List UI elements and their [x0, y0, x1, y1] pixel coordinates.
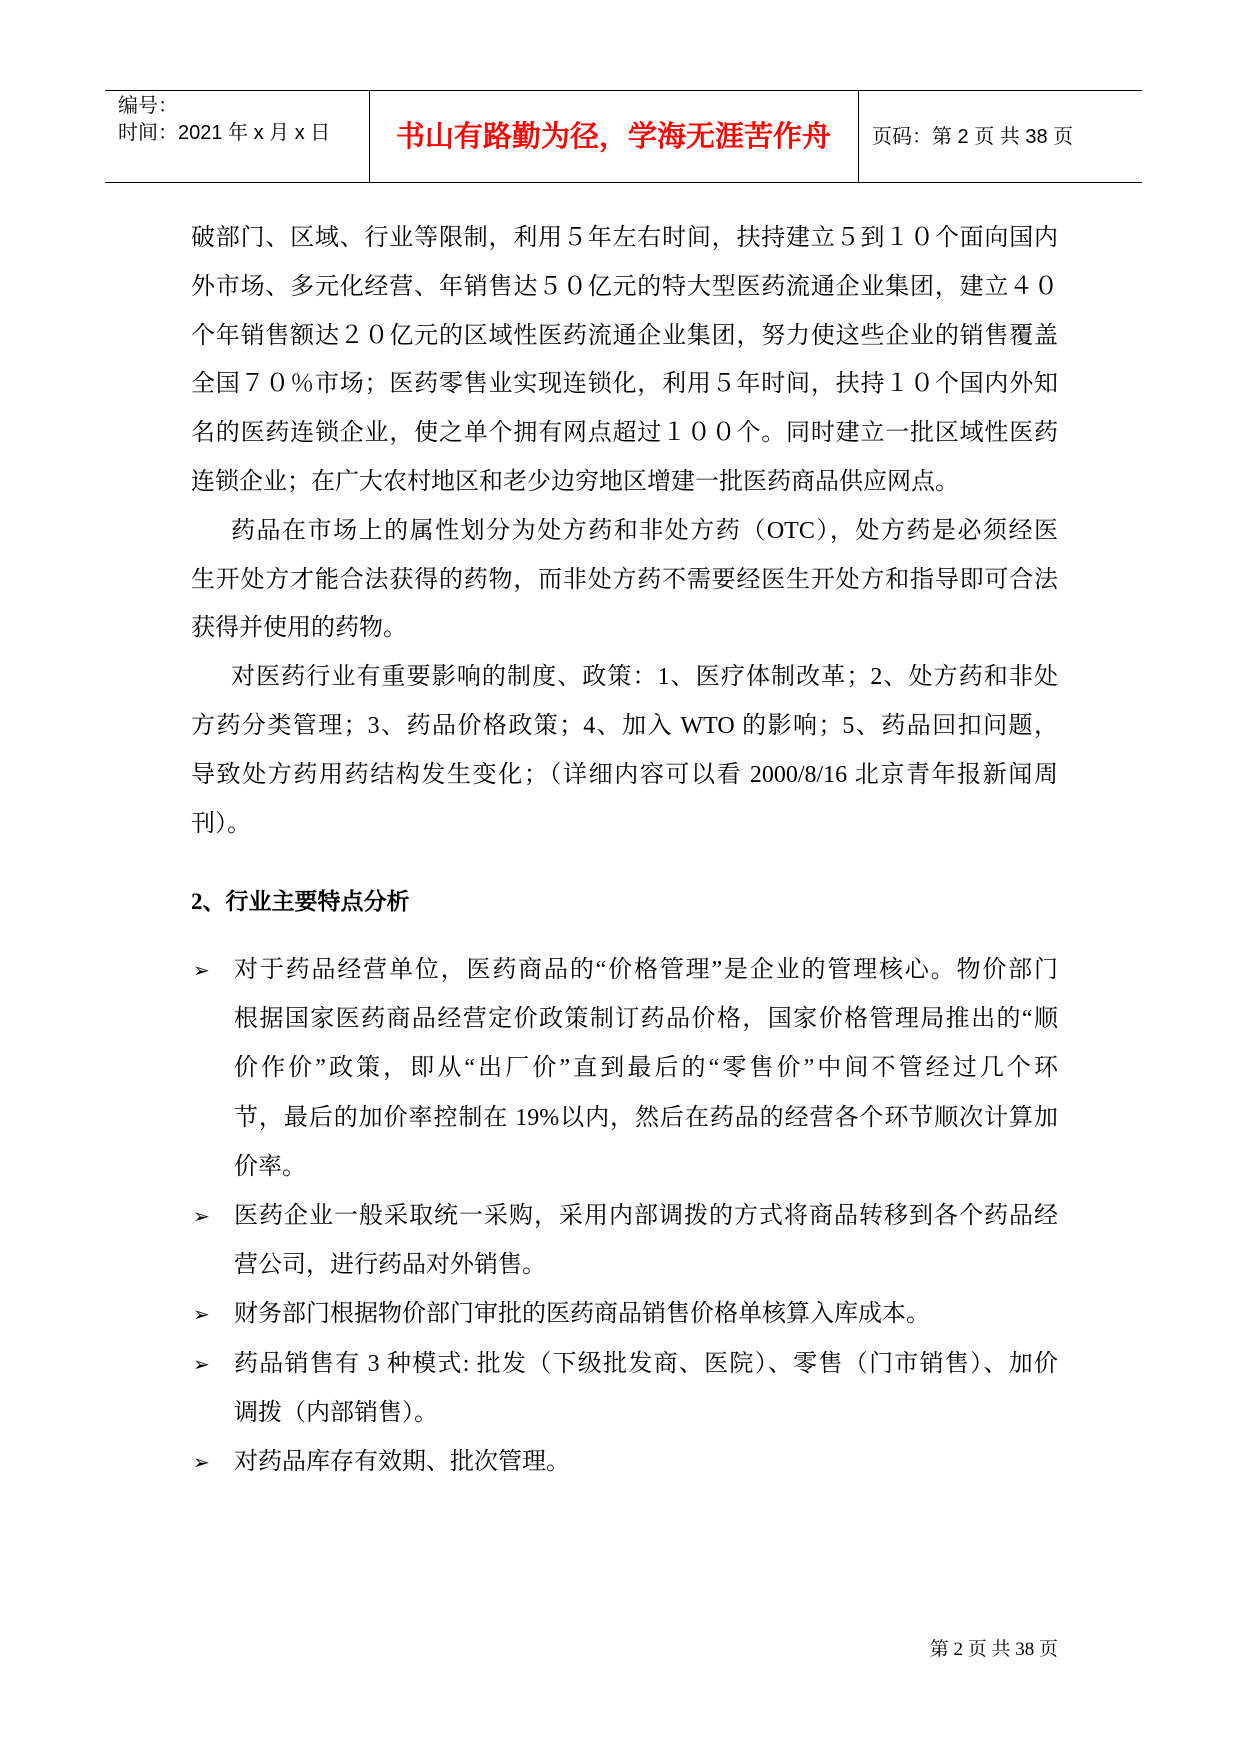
- arrow-bullet-icon: ➢: [193, 1203, 210, 1228]
- arrow-bullet-icon: ➢: [193, 958, 210, 982]
- paragraph-line: 外市场、多元化经营、年销售达５０亿元的特大型医药流通企业集团，建立４０: [191, 273, 1058, 300]
- footer-page-number: 第 2 页 共 38 页: [929, 1639, 1058, 1660]
- paragraph-line: 全国７０％市场；医药零售业实现连锁化，利用５年时间，扶持１０个国内外知: [191, 371, 1058, 398]
- paragraph: [191, 653, 1058, 848]
- bullet-line: 价作价”政策，即从“出厂价”直到最后的“零售价”中间不管经过几个环: [234, 1055, 1058, 1082]
- header-page-info: 页码：第 2 页 共 38 页: [872, 126, 1074, 148]
- paragraph-line: 个年销售额达２０亿元的区域性医药流通企业集团，努力使这些企业的销售覆盖: [191, 322, 1058, 349]
- arrow-bullet-icon: ➢: [193, 1302, 210, 1327]
- paragraph-line: 获得并使用的药物。: [191, 615, 407, 642]
- paragraph: [191, 214, 1058, 507]
- document-time-label: 时间：2021 年 x 月 x 日: [118, 122, 331, 144]
- paragraph-line: 名的医药连锁企业，使之单个拥有网点超过１００个。同时建立一批区域性医药: [191, 420, 1058, 447]
- document-number-label: 编号：: [118, 95, 178, 117]
- bullet-item: [191, 1290, 1058, 1339]
- arrow-bullet-icon: ➢: [193, 1449, 210, 1474]
- bullet-item: [191, 1438, 1058, 1487]
- paragraph-line: 方药分类管理；3、药品价格政策；4、加入 WTO 的影响；5、药品回扣问题，: [191, 712, 1058, 739]
- paragraph-line: 破部门、区域、行业等限制，利用５年左右时间，扶持建立５到１０个面向国内: [191, 225, 1058, 251]
- section-heading: 2、行业主要特点分析: [191, 889, 410, 914]
- bullet-line: 财务部门根据物价部门审批的医药商品销售价格单核算入库成本。: [234, 1301, 930, 1328]
- paragraph-line: 连锁企业；在广大农村地区和老少边穷地区增建一批医药商品供应网点。: [191, 468, 959, 495]
- header-bottom-border: [105, 182, 1142, 183]
- bullet-item: [191, 1340, 1058, 1438]
- header-top-border: [105, 90, 1142, 91]
- bullet-line: 根据国家医药商品经营定价政策制订药品价格，国家价格管理局推出的“顺: [234, 1006, 1058, 1033]
- paragraph-line: 药品在市场上的属性划分为处方药和非处方药（OTC），处方药是必须经医: [231, 517, 1058, 544]
- header-motto: 书山有路勤为径，学海无涯苦作舟: [395, 121, 831, 153]
- bullet-line: 医药企业一般采取统一采购，采用内部调拨的方式将商品转移到各个药品经: [234, 1202, 1058, 1229]
- bullet-line: 对于药品经营单位，医药商品的“价格管理”是企业的管理核心。物价部门: [234, 957, 1058, 983]
- header-divider-right: [858, 90, 859, 182]
- bullet-item: [191, 1192, 1058, 1290]
- body-text: [191, 214, 1058, 848]
- paragraph-line: 生开处方才能合法获得的药物，而非处方药不需要经医生开处方和指导即可合法: [191, 566, 1058, 593]
- paragraph-line: 刊）。: [191, 810, 251, 837]
- arrow-bullet-icon: ➢: [193, 1351, 210, 1376]
- bullet-line: 药品销售有 3 种模式: 批发（下级批发商、医院）、零售（门市销售）、加价: [234, 1350, 1058, 1377]
- paragraph: [191, 507, 1058, 653]
- bullet-line: 节，最后的加价率控制在 19%以内，然后在药品的经营各个环节顺次计算加: [234, 1104, 1058, 1131]
- bullet-line: 调拨（内部销售）。: [234, 1399, 438, 1426]
- bullet-line: 价率。: [234, 1153, 306, 1180]
- bullet-item: [191, 946, 1058, 1192]
- bullet-line: 对药品库存有效期、批次管理。: [234, 1448, 570, 1475]
- bullet-line: 营公司，进行药品对外销售。: [234, 1252, 546, 1279]
- bullet-list: [191, 946, 1058, 1487]
- paragraph-line: 对医药行业有重要影响的制度、政策：1、医疗体制改革；2、处方药和非处: [231, 664, 1058, 691]
- paragraph-line: 导致处方药用药结构发生变化；（详细内容可以看 2000/8/16 北京青年报新闻周: [191, 761, 1058, 788]
